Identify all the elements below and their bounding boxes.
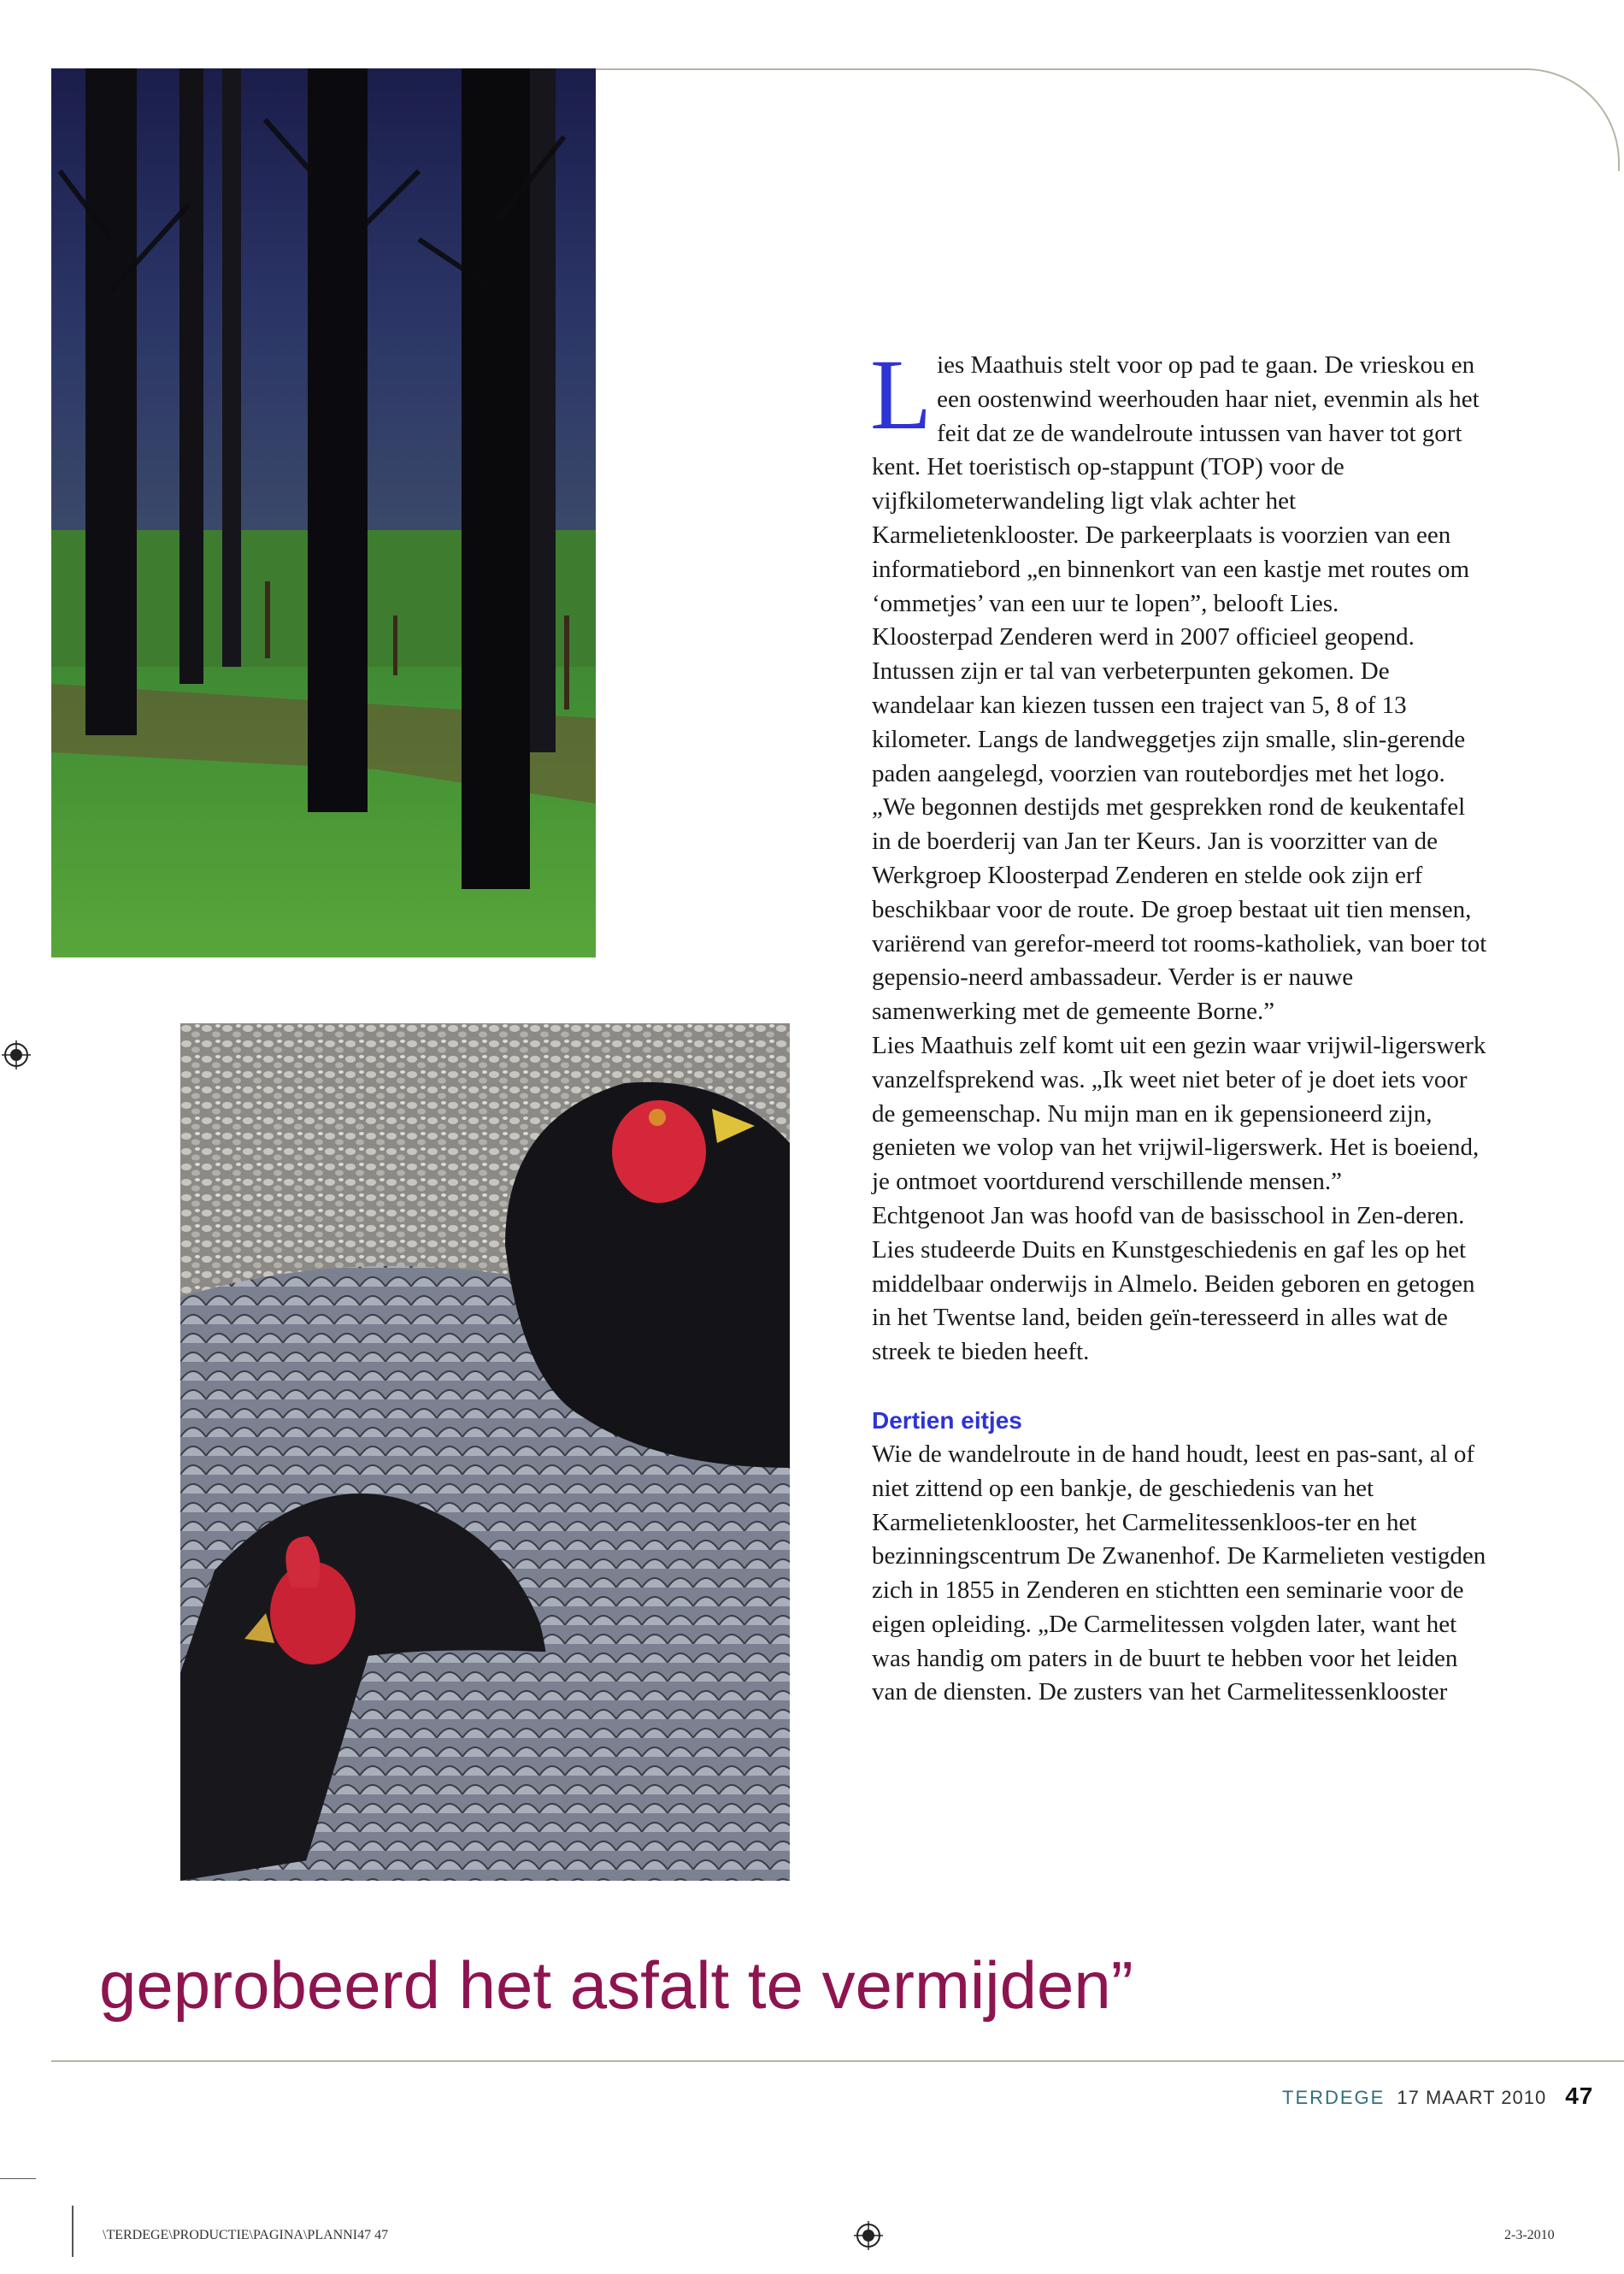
article-paragraph: Wie de wandelroute in de hand houdt, leest en pas-sant, al of niet zittend op een bankje, de geschiedenis van het Karmelietenklooster, het Carmelitessenkloos-ter en het bezinningscentrum De Zwanenhof. De Karmelieten vestigden zich in 1855 in Zenderen en stichtten een seminarie voor de eigen opleiding. „De Carmelitessen volgden later, want het was handig om paters in de buurt te hebben voor het leiden van de diensten. De zusters van het Carmelitessenklooster xyxy=(872,1440,1486,1706)
forest-photo xyxy=(51,68,596,957)
top-rule xyxy=(594,68,1620,171)
paragraph-text: ies Maathuis stelt voor op pad te gaan. De vrieskou en een oostenwind weerhouden haar niet, evenmin als het feit dat ze de wandelroute intussen van haver tot gort kent. Het toeristisch op-stappunt (TOP) voor de vijfkilometerwandeling ligt vlak achter het Karmelietenklooster. De parkeerplaats is voorzien van een informatiebord „en binnenkort van een kastje met routes om ‘ommetjes’ van een uur te lopen”, belooft Lies. xyxy=(872,351,1480,617)
slug-date: 2-3-2010 xyxy=(1504,2228,1555,2242)
article-body xyxy=(870,339,1487,1710)
registration-mark-icon xyxy=(2,1040,31,1069)
crop-mark xyxy=(0,2178,36,2179)
pull-quote: geprobeerd het asfalt te vermijden” xyxy=(99,1947,1133,2023)
slug-path: \TERDEGE\PRODUCTIE\PAGINA\PLANNI47 47 xyxy=(103,2228,389,2242)
bottom-rule xyxy=(51,2060,1624,2062)
drop-cap: L xyxy=(870,339,933,451)
article-paragraph: Kloosterpad Zenderen werd in 2007 officieel geopend. Intussen zijn er tal van verbeterpunten gekomen. De wandelaar kan kiezen tussen een traject van 5, 8 of 13 kilometer. Langs de landweggetjes zijn smalle, slin-gerende paden aangelegd, voorzien van routebordjes met het logo. xyxy=(872,623,1466,787)
subheading: Dertien eitjes xyxy=(872,1406,1022,1434)
article-paragraph: „We begonnen destijds met gesprekken rond de keukentafel in de boerderij van Jan ter Keurs. Jan is voorzitter van de Werkgroep Kloosterpad Zenderen en stelde ook zijn erf beschikbaar voor de route. De groep bestaat uit tien mensen, variërend van gerefor-meerd tot rooms-katholiek, van boer tot gepensio-neerd ambassadeur. Verder is er nauwe samenwerking met de gemeente Borne.” xyxy=(872,793,1487,1026)
magazine-name: TERDEGE xyxy=(1282,2087,1386,2108)
registration-mark-icon xyxy=(854,2221,883,2250)
page-footer xyxy=(1282,2083,1594,2110)
article-paragraph: Lies Maathuis zelf komt uit een gezin waar vrijwil-ligerswerk vanzelfsprekend was. „Ik weet niet beter of je doet iets voor de gemeenschap. Nu mijn man en ik gepensioneerd zijn, genieten we volop van het vrijwil-ligerswerk. Het is boeiend, je ontmoet voortdurend verschillende mensen.” xyxy=(872,1031,1486,1196)
issue-date: 17 MAART 2010 xyxy=(1397,2087,1547,2108)
article-paragraph xyxy=(870,339,1487,621)
crop-mark xyxy=(72,2206,74,2257)
page-number: 47 xyxy=(1565,2083,1594,2109)
hens-photo xyxy=(180,1023,790,1881)
article-paragraph: Echtgenoot Jan was hoofd van de basisschool in Zen-deren. Lies studeerde Duits en Kunstgeschiedenis en gaf les op het middelbaar onderwijs in Almelo. Beiden geboren en getogen in het Twentse land, beiden geïn-teresseerd in alles wat de streek te bieden heeft. xyxy=(872,1201,1475,1366)
